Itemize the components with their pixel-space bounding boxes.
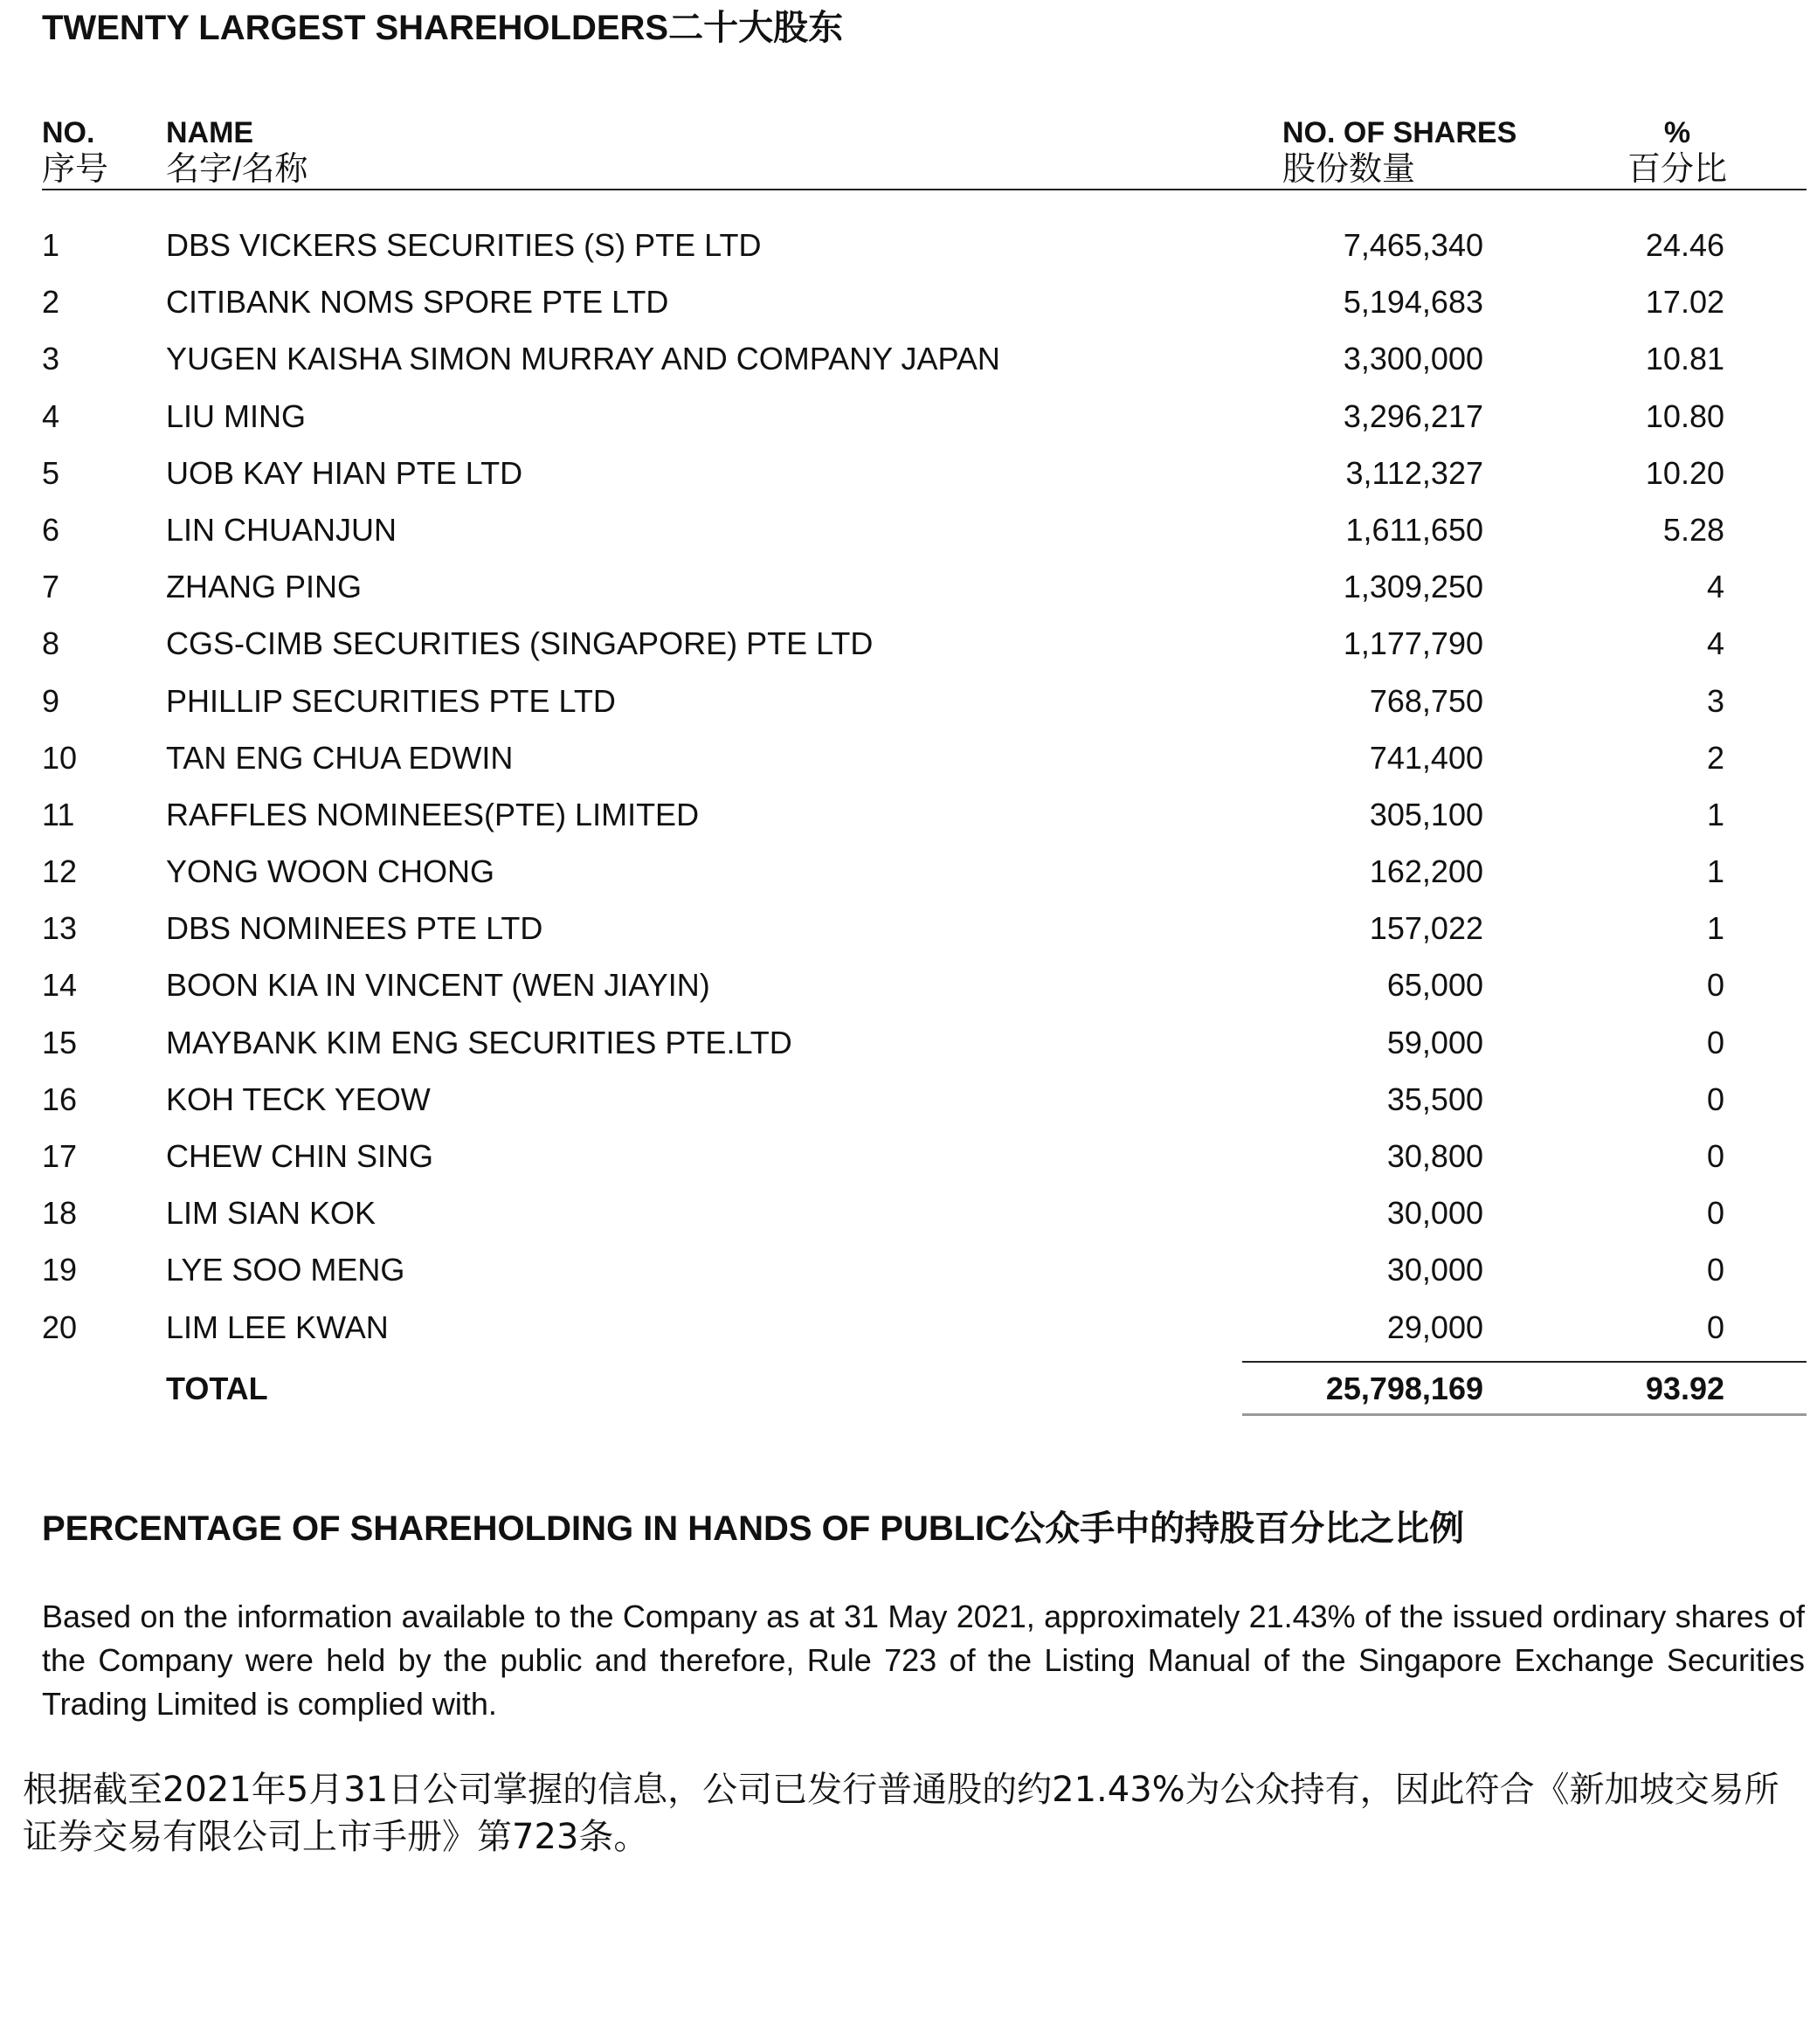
row-number: 16 (42, 1081, 78, 1117)
row-number: 5 (42, 454, 60, 491)
row-number: 19 (42, 1252, 78, 1288)
share-percent: 1 (1706, 796, 1724, 832)
shareholder-name: LIU MING (166, 397, 307, 434)
table-row (0, 1248, 1817, 1305)
total-row (0, 1367, 1817, 1411)
share-count: 1,611,650 (1345, 511, 1483, 548)
shareholder-name: MAYBANK KIM ENG SECURITIES PTE.LTD (166, 1024, 792, 1060)
public-paragraph-cn: 根据截至2021年5月31日公司掌握的信息，公司已发行普通股的约21.43%为公众持有，因此符合《新加坡交易所证券交易有限公司上市手册》第723条。 (23, 1770, 1779, 1857)
row-number: 15 (42, 1024, 78, 1060)
table-row (0, 1191, 1817, 1248)
header-no (42, 115, 108, 189)
table-row (0, 1078, 1817, 1135)
share-count: 162,200 (1369, 853, 1483, 890)
total-bottom-rule (1242, 1413, 1807, 1416)
row-number: 10 (42, 739, 78, 776)
shareholder-table (0, 224, 1817, 1363)
share-count: 305,100 (1369, 796, 1483, 832)
share-percent: 24.46 (1645, 227, 1724, 263)
share-count: 3,112,327 (1345, 454, 1483, 491)
share-count: 1,177,790 (1343, 625, 1483, 662)
share-percent: 2 (1706, 739, 1724, 776)
share-count: 29,000 (1386, 1309, 1483, 1345)
shareholder-name: PHILLIP SECURITIES PTE LTD (166, 682, 616, 719)
table-row (0, 1021, 1817, 1078)
table-row (0, 850, 1817, 907)
share-count: 59,000 (1386, 1024, 1483, 1060)
header-percent-cn: 百分比 (1627, 151, 1727, 188)
share-percent: 17.02 (1645, 284, 1724, 321)
shareholder-name: LIN CHUANJUN (166, 511, 397, 548)
header-percent (1616, 115, 1738, 189)
total-top-rule (1242, 1361, 1807, 1363)
share-percent: 0 (1706, 967, 1724, 1004)
row-number: 4 (42, 397, 60, 434)
row-number: 1 (42, 227, 60, 263)
share-count: 157,022 (1369, 910, 1483, 947)
total-shares: 25,798,169 (1325, 1371, 1483, 1406)
row-number: 7 (42, 569, 60, 605)
share-percent: 4 (1706, 569, 1724, 605)
public-section-title: PERCENTAGE OF SHAREHOLDING IN HANDS OF PUBLIC公众手中的持股百分比之比例 (42, 1509, 1465, 1548)
share-count: 30,000 (1386, 1195, 1483, 1232)
share-count: 1,309,250 (1343, 569, 1483, 605)
table-row (0, 793, 1817, 850)
row-number: 17 (42, 1138, 78, 1174)
table-row (0, 622, 1817, 679)
share-percent: 0 (1706, 1138, 1724, 1174)
share-percent: 0 (1706, 1195, 1724, 1232)
row-number: 2 (42, 284, 60, 321)
share-count: 30,000 (1386, 1252, 1483, 1288)
share-percent: 0 (1706, 1024, 1724, 1060)
header-percent-en: % (1663, 116, 1691, 149)
shareholder-name: LIM LEE KWAN (166, 1309, 389, 1345)
header-name-en: NAME (166, 116, 254, 149)
shareholder-name: ZHANG PING (166, 569, 363, 605)
shareholder-name: DBS VICKERS SECURITIES (S) PTE LTD (166, 227, 762, 263)
header-name (166, 115, 308, 189)
row-number: 13 (42, 910, 78, 947)
row-number: 6 (42, 511, 60, 548)
share-count: 3,296,217 (1343, 397, 1483, 434)
share-count: 7,465,340 (1343, 227, 1483, 263)
table-row (0, 1306, 1817, 1363)
table-row (0, 395, 1817, 452)
shareholder-name: KOH TECK YEOW (166, 1081, 431, 1117)
public-paragraph-en: Based on the information available to the Company as at 31 May 2021, approximately 21.43% of the issued ordinary shares of the Company were held by the public and therefore, Rule 723 of the Listing Manual of the Singapore Exchange Securities Trading Limited is complied with. (42, 1599, 1805, 1722)
share-percent: 1 (1706, 910, 1724, 947)
share-percent: 10.81 (1645, 341, 1724, 377)
share-percent: 0 (1706, 1309, 1724, 1345)
table-row (0, 907, 1817, 963)
row-number: 8 (42, 625, 60, 662)
share-count: 741,400 (1369, 739, 1483, 776)
share-count: 5,194,683 (1343, 284, 1483, 321)
page-title: TWENTY LARGEST SHAREHOLDERS二十大股东 (42, 9, 844, 47)
shareholder-name: CHEW CHIN SING (166, 1138, 433, 1174)
share-percent: 5.28 (1662, 511, 1724, 548)
header-shares-cn: 股份数量 (1282, 151, 1416, 188)
shareholder-name: BOON KIA IN VINCENT (WEN JIAYIN) (166, 967, 710, 1004)
shareholder-name: CGS-CIMB SECURITIES (SINGAPORE) PTE LTD (166, 625, 874, 662)
row-number: 18 (42, 1195, 78, 1232)
row-number: 20 (42, 1309, 78, 1345)
total-label: TOTAL (166, 1371, 268, 1406)
table-row (0, 1135, 1817, 1191)
shareholder-name: LYE SOO MENG (166, 1252, 405, 1288)
share-percent: 1 (1706, 853, 1724, 890)
table-row (0, 224, 1817, 280)
table-row (0, 565, 1817, 622)
header-no-cn: 序号 (42, 151, 109, 188)
shareholder-name: DBS NOMINEES PTE LTD (166, 910, 543, 947)
row-number: 9 (42, 682, 60, 719)
share-count: 35,500 (1386, 1081, 1483, 1117)
table-row (0, 963, 1817, 1020)
shareholder-name: CITIBANK NOMS SPORE PTE LTD (166, 284, 669, 321)
header-rule (42, 189, 1807, 190)
share-percent: 3 (1706, 682, 1724, 719)
share-count: 3,300,000 (1343, 341, 1483, 377)
shareholder-name: UOB KAY HIAN PTE LTD (166, 454, 523, 491)
share-percent: 10.80 (1645, 397, 1724, 434)
header-shares (1282, 115, 1516, 189)
table-row (0, 337, 1817, 394)
shareholder-name: LIM SIAN KOK (166, 1195, 377, 1232)
row-number: 3 (42, 341, 60, 377)
share-percent: 0 (1706, 1252, 1724, 1288)
header-name-cn: 名字/名称 (166, 151, 308, 188)
share-count: 65,000 (1386, 967, 1483, 1004)
shareholder-name: TAN ENG CHUA EDWIN (166, 739, 514, 776)
shareholder-name: YUGEN KAISHA SIMON MURRAY AND COMPANY JAPAN (166, 341, 1000, 377)
share-percent: 4 (1706, 625, 1724, 662)
share-percent: 0 (1706, 1081, 1724, 1117)
share-percent: 10.20 (1645, 454, 1724, 491)
header-no-en: NO. (42, 116, 95, 149)
share-count: 30,800 (1386, 1138, 1483, 1174)
shareholder-name: YONG WOON CHONG (166, 853, 494, 890)
header-shares-en: NO. OF SHARES (1282, 116, 1517, 149)
table-row (0, 736, 1817, 793)
share-count: 768,750 (1369, 682, 1483, 719)
table-row (0, 452, 1817, 508)
table-row (0, 508, 1817, 565)
row-number: 12 (42, 853, 78, 890)
total-percent: 93.92 (1645, 1371, 1724, 1406)
table-row (0, 680, 1817, 736)
row-number: 11 (42, 796, 75, 832)
shareholder-name: RAFFLES NOMINEES(PTE) LIMITED (166, 796, 700, 832)
table-row (0, 280, 1817, 337)
row-number: 14 (42, 967, 78, 1004)
